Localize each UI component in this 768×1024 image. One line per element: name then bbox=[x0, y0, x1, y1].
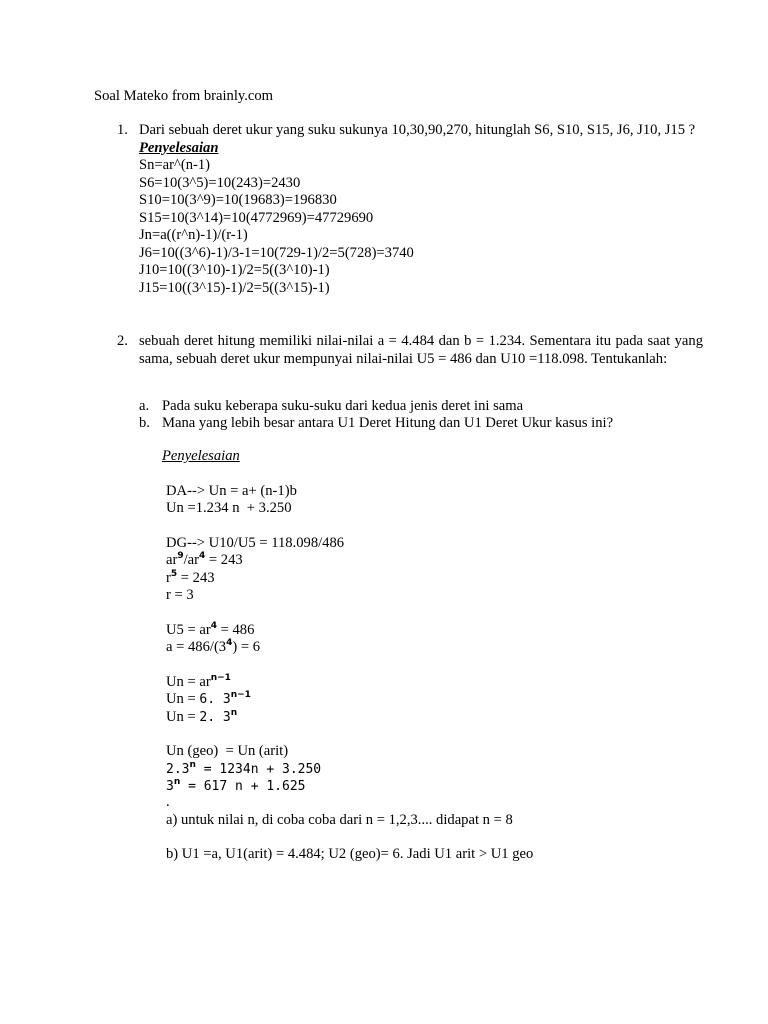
exponent: 4 bbox=[210, 620, 217, 631]
exponent: n bbox=[230, 707, 238, 718]
formula-line: S6=10(3^5)=10(243)=2430 bbox=[139, 174, 301, 191]
sub-question-text: Mana yang lebih besar antara U1 Deret Hitung dan U1 Deret Ukur kasus ini? bbox=[162, 415, 614, 431]
solution-heading: Penyelesaian bbox=[139, 139, 219, 156]
exponent: n−1 bbox=[210, 672, 231, 683]
exponent: 4 bbox=[199, 551, 206, 561]
sub-question-letter: a. bbox=[139, 398, 150, 414]
formula-line: J6=10((3^6)-1)/3-1=10(729-1)/2=5(728)=3740 bbox=[139, 244, 414, 261]
solution-line: $2.3^n = 1234n + 3.250$ bbox=[166, 759, 322, 777]
question-number: 1. bbox=[117, 122, 128, 138]
solution-line: $Un = ar^{n-1}$ bbox=[166, 672, 231, 690]
formula-line: Sn=ar^(n-1) bbox=[139, 157, 211, 173]
solution-line: Un = 6. $3^{n-1}$ bbox=[166, 690, 251, 707]
solution-line: $U5 = ar^4 = 486$ bbox=[166, 620, 255, 638]
sub-question-letter: b. bbox=[139, 415, 150, 431]
formula-line: Jn=a((r^n)-1)/(r-1) bbox=[139, 227, 248, 243]
formula-line: J10=10((3^10)-1)/2=5((3^10)-1) bbox=[139, 262, 330, 278]
solution-line: $ar^9/ar^4 = 243$ bbox=[166, 551, 243, 568]
question-text: Dari sebuah deret ukur yang suku sukunya 10,30,90,270, hitunglah S6, S10, S15, J6, J10, J15 ? bbox=[139, 122, 696, 138]
solution-line: Un = 2. 3$^n$ bbox=[166, 707, 238, 725]
solution-line: . bbox=[166, 793, 170, 810]
exponent: 4 bbox=[226, 638, 233, 648]
formula-line: J15=10((3^15)-1)/2=5((3^15)-1) bbox=[139, 279, 330, 296]
exponent: n bbox=[173, 777, 181, 787]
solution-line: Un =1.234 n + 3.250 bbox=[166, 500, 292, 516]
document-title: Soal Mateko from brainly.com bbox=[94, 88, 274, 104]
formula-line: S15=10(3^14)=10(4772969)=47729690 bbox=[139, 209, 374, 226]
solution-line: $r^5 = 243$ bbox=[166, 568, 215, 586]
question-number: 2. bbox=[117, 333, 128, 349]
solution-line: $3^n = 617$ n + 1.625 bbox=[166, 777, 306, 794]
solution-line: b) U1 =a, U1(arit) = 4.484; U2 (geo)= 6. Jadi U1 arit > U1 geo bbox=[166, 846, 534, 862]
exponent: 5 bbox=[170, 568, 178, 579]
solution-line: DA--> Un = a+ (n-1)b bbox=[166, 482, 297, 499]
solution-line: a) untuk nilai n, di coba coba dari n = 1,2,3.... didapat n = 8 bbox=[166, 811, 513, 828]
formula-line: S10=10(3^9)=10(19683)=196830 bbox=[139, 192, 337, 208]
question-text: sebuah deret hitung memiliki nilai-nilai a = 4.484 dan b = 1.234. Sementara itu pada saat yang sama, sebuah deret ukur mempunyai nilai-nilai U5 = 486 dan U10 =118.098. Tentukanlah: bbox=[139, 333, 703, 367]
sub-question-text: Pada suku keberapa suku-suku dari kedua jenis deret ini sama bbox=[162, 398, 524, 414]
solution-line: r = 3 bbox=[166, 587, 194, 603]
exponent: 9 bbox=[177, 551, 184, 561]
exponent: n−1 bbox=[230, 690, 251, 700]
exponent: n bbox=[189, 759, 196, 770]
solution-line: $a = 486/(3^4) = 6$ bbox=[166, 638, 261, 655]
solution-line: Un (geo) = Un (arit) bbox=[166, 743, 289, 759]
solution-block bbox=[162, 448, 722, 864]
solution-heading: Penyelesaian bbox=[162, 448, 240, 464]
solution-line: DG--> U10/U5 = 118.098/486 bbox=[166, 534, 345, 551]
